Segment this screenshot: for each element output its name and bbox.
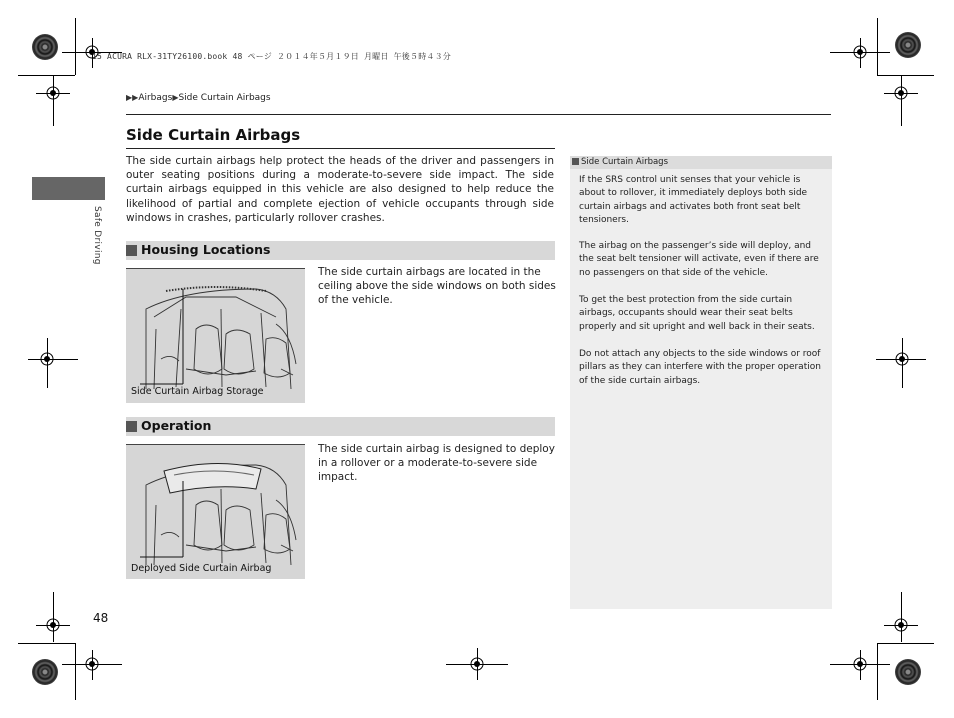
crosshair-icon [892,84,910,102]
note-paragraph: Do not attach any objects to the side windows or roof pillars as they can interfere with the proper operation of the side curtain airbags. [579,349,821,386]
crosshair-icon [851,655,869,673]
side-note-heading: Side Curtain Airbags [570,156,832,169]
chapter-tab[interactable] [32,177,105,200]
intro-paragraph: The side curtain airbags help protect the heads of the driver and passengers in outer seating positions during a moderate-to-severe side impact. The side curtain airbags equipped in this vehicle are also designed to help reduce the likelihood of partial and complete ejection of vehicle occupants through side windows in crashes, particularly rollover crashes. [126,155,554,224]
chapter-label: Safe Driving [92,206,102,265]
title-rule [126,148,555,149]
breadcrumb [126,93,271,103]
crosshair-icon [44,616,62,634]
section-heading-operation: Operation [126,417,555,436]
figure-caption: Deployed Side Curtain Airbag [131,563,272,574]
car-interior-storage-illustration [126,269,305,403]
page-title: Side Curtain Airbags [126,126,301,144]
registration-disc-icon [895,32,921,58]
car-interior-deployed-illustration [126,445,305,579]
side-note-panel [570,156,832,609]
breadcrumb-separator-icon: ▶ [172,93,179,102]
breadcrumb-markers-icon: ▶▶ [126,93,139,102]
page-number: 48 [93,611,109,625]
crosshair-icon [44,84,62,102]
operation-figure [126,444,305,579]
registration-disc-icon [32,659,58,685]
registration-disc-icon [32,34,58,60]
crosshair-icon [851,43,869,61]
operation-description: The side curtain airbag is designed to deploy in a rollover or a moderate-to-severe side impact. [318,443,555,484]
note-paragraph: To get the best protection from the side curtain airbags, occupants should wear their seat belts properly and sit upright and well back in their seats. [579,295,815,332]
breadcrumb-current: Side Curtain Airbags [178,93,271,103]
figure-caption: Side Curtain Airbag Storage [131,386,264,397]
note-paragraph: If the SRS control unit senses that your vehicle is about to rollover, it immediately deploys both side curtain airbags and activates both front seat belt tensioners. [579,175,808,226]
square-bullet-icon [126,245,137,256]
crosshair-icon [38,350,56,368]
housing-figure [126,268,305,403]
print-info-line: 15 ACURA RLX-31TY26100.book 48 ページ ２０１４年５月１９日 月曜日 午後５時４３分 [92,52,451,61]
crosshair-icon [83,655,101,673]
square-bullet-icon [126,421,137,432]
breadcrumb-link-airbags[interactable]: Airbags [138,93,173,103]
crosshair-icon [893,350,911,368]
crosshair-icon [468,655,486,673]
housing-description: The side curtain airbags are located in the ceiling above the side windows on both sides of the vehicle. [318,266,556,307]
note-marker-icon [572,158,579,165]
note-paragraph: The airbag on the passenger’s side will deploy, and the seat belt tensioner will activate, even if there are no passengers on that side of the vehicle. [579,241,819,278]
crosshair-icon [892,616,910,634]
registration-disc-icon [895,659,921,685]
header-rule [126,114,831,115]
section-heading-housing: Housing Locations [126,241,555,260]
